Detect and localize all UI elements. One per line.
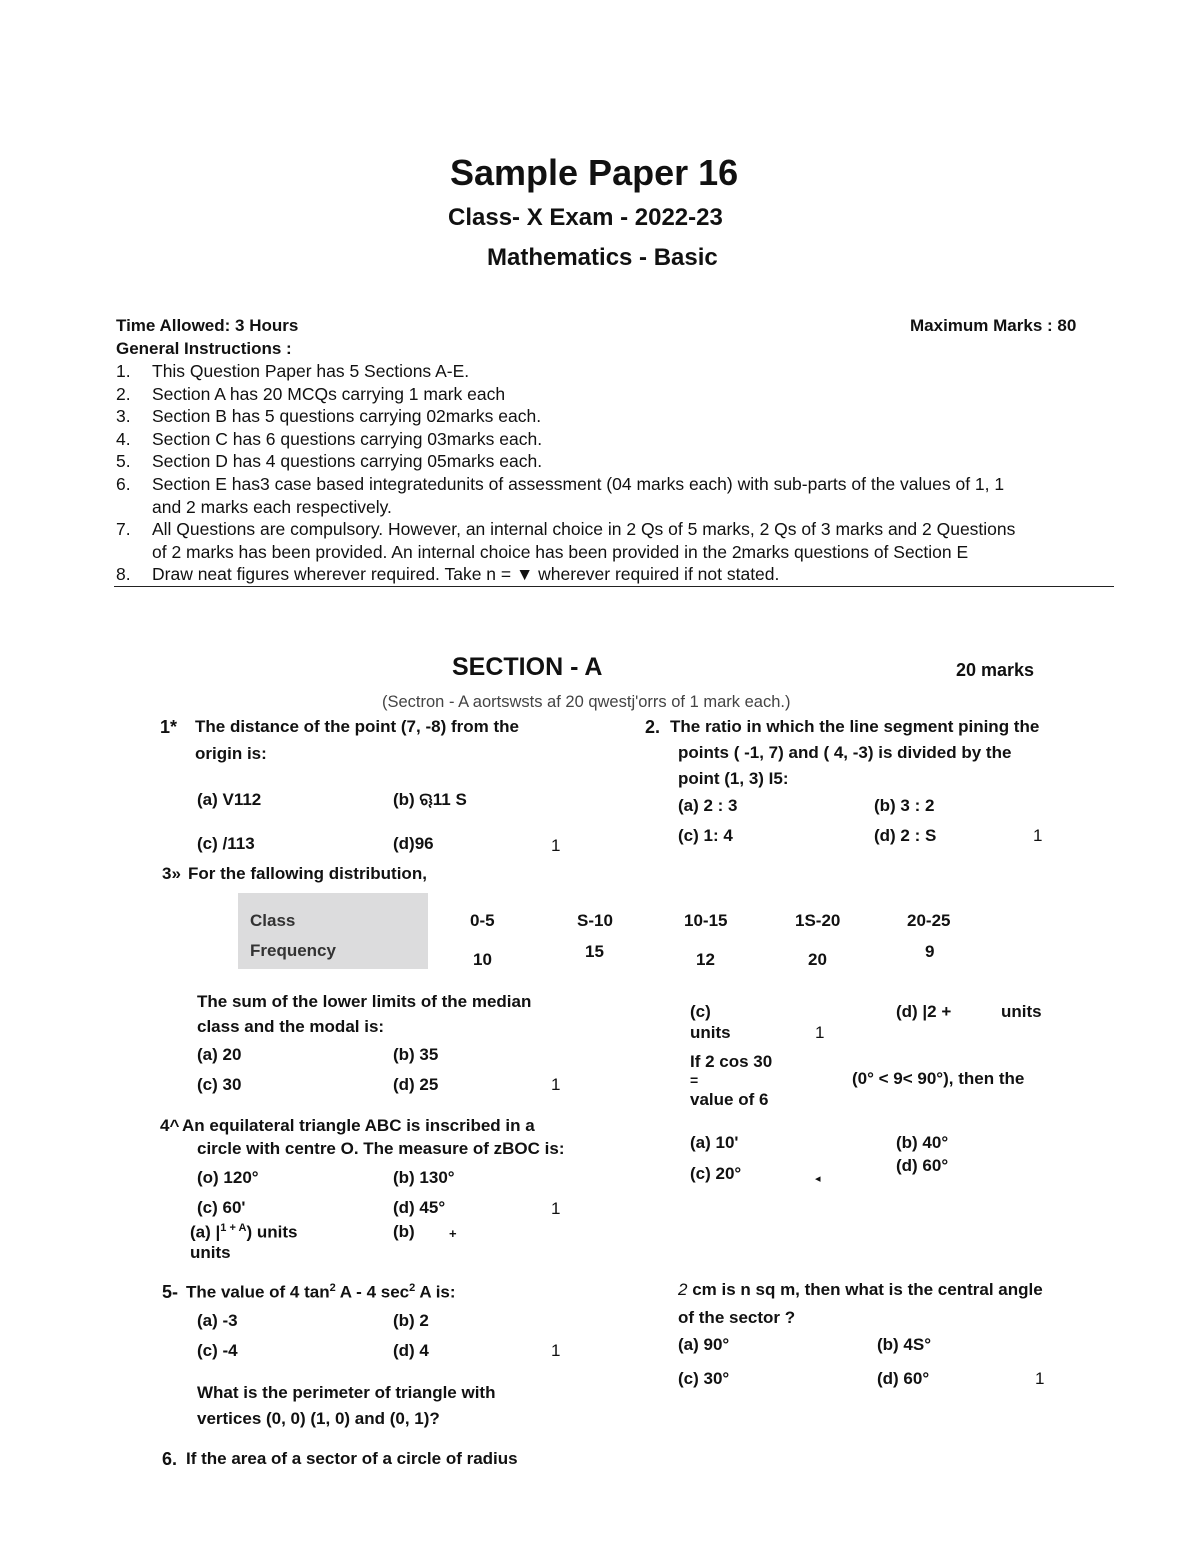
instruction-2: 2. Section A has 20 MCQs carrying 1 mark each bbox=[116, 384, 506, 404]
instruction-1: 1. This Question Paper has 5 Sections A-E. bbox=[116, 361, 470, 381]
section-note: (Sectron - A aortswsts af 20 qwestj'orrs of 1 mark each.) bbox=[382, 693, 791, 711]
perimeter-line1: What is the perimeter of triangle with bbox=[197, 1383, 496, 1402]
q5-mark: 1 bbox=[551, 1341, 561, 1360]
q4-line2: circle with centre O. The measure of zBOC is: bbox=[197, 1139, 565, 1158]
rm-option-c: (c) bbox=[690, 1002, 711, 1021]
rm-range: (0° < 9< 90°), then the bbox=[852, 1069, 1025, 1088]
q2-option-d: (d) 2 : S bbox=[874, 826, 937, 845]
instruction-3: 3. Section B has 5 questions carrying 02marks each. bbox=[116, 406, 542, 426]
rm-units-left: units bbox=[690, 1023, 731, 1042]
rm-option-d: (d) |2 + bbox=[896, 1002, 952, 1021]
q3-option-b: (b) 35 bbox=[393, 1045, 439, 1064]
table-class-cell: 0-5 bbox=[470, 911, 495, 930]
q1-line1: The distance of the point (7, -8) from the bbox=[195, 717, 519, 736]
q5-option-c: (c) -4 bbox=[197, 1341, 238, 1360]
q6-radius-line: 2 cm is n sq m, then what is the central angle bbox=[678, 1280, 1043, 1299]
table-class-cell: 20-25 bbox=[907, 911, 951, 930]
q5-option-d: (d) 4 bbox=[393, 1341, 429, 1360]
rm-option-b: (b) 40° bbox=[896, 1133, 949, 1152]
q4-line1: An equilateral triangle ABC is inscribed in a bbox=[182, 1116, 535, 1135]
class-line: Class- X Exam - 2022-23 bbox=[448, 204, 723, 231]
table-class-cell: S-10 bbox=[577, 911, 613, 930]
instruction-8: 8. Draw neat figures wherever required. Take n = ▼ wherever required if not stated. bbox=[116, 564, 780, 584]
q3-line2: class and the modal is: bbox=[197, 1017, 385, 1036]
page-title: Sample Paper 16 bbox=[450, 152, 739, 193]
rm-dot: ◂ bbox=[815, 1173, 821, 1185]
q6-option-a: (a) 90° bbox=[678, 1335, 730, 1354]
instruction-6-cont: and 2 marks each respectively. bbox=[152, 497, 392, 517]
instruction-7-cont: of 2 marks has been provided. An internal choice has been provided in the 2marks questions of Section E bbox=[152, 542, 969, 562]
q1-option-a: (a) V112 bbox=[197, 790, 262, 809]
q2-line2: points ( -1, 7) and ( 4, -3) is divided by the bbox=[678, 743, 1012, 762]
rm-value-line: value of 6 bbox=[690, 1090, 769, 1109]
q5-option-a: (a) -3 bbox=[197, 1311, 238, 1330]
q4-extra-b: (b) bbox=[393, 1222, 415, 1241]
table-frequency-cell: 10 bbox=[473, 950, 492, 969]
q2-option-c: (c) 1: 4 bbox=[678, 826, 733, 845]
rm-mark: 1 bbox=[815, 1023, 825, 1042]
section-marks: 20 marks bbox=[956, 660, 1035, 680]
q4-mark: 1 bbox=[551, 1199, 561, 1218]
q1-mark: 1 bbox=[551, 836, 561, 855]
rm-option-c2: (c) 20° bbox=[690, 1164, 742, 1183]
q4-option-a: (o) 120° bbox=[197, 1168, 259, 1187]
instruction-7: 7. All Questions are compulsory. However, an internal choice in 2 Qs of 5 marks, 2 Qs of 3 marks and 2 Questions bbox=[116, 519, 1016, 539]
q2-option-a: (a) 2 : 3 bbox=[678, 796, 738, 815]
instruction-5: 5. Section D has 4 questions carrying 05marks each. bbox=[116, 451, 543, 471]
q1-number: 1* bbox=[160, 717, 178, 737]
instruction-4: 4. Section C has 6 questions carrying 03marks each. bbox=[116, 429, 543, 449]
q3-option-c: (c) 30 bbox=[197, 1075, 242, 1094]
general-instructions-label: General Instructions : bbox=[116, 339, 292, 358]
rm-cos-line: If 2 cos 30 bbox=[690, 1052, 773, 1071]
q3-number: 3» bbox=[162, 864, 181, 883]
subject-line: Mathematics - Basic bbox=[487, 244, 718, 271]
q6-mark: 1 bbox=[1035, 1369, 1045, 1388]
rm-equals: = bbox=[690, 1072, 699, 1088]
table-label-class: Class bbox=[250, 911, 296, 930]
table-class-cell: 1S-20 bbox=[795, 911, 841, 930]
q5-number: 5- bbox=[162, 1282, 179, 1302]
q1-line2: origin is: bbox=[195, 744, 267, 763]
q2-line1: The ratio in which the line segment pining the bbox=[670, 717, 1040, 736]
q6-option-d: (d) 60° bbox=[877, 1369, 930, 1388]
section-title: SECTION - A bbox=[452, 653, 603, 681]
rm-option-a: (a) 10' bbox=[690, 1133, 739, 1152]
q5-text: The value of 4 $\tan^2 A - 4$ $\sec^2 A$ is: bbox=[186, 1282, 456, 1302]
perimeter-line2: vertices (0, 0) (1, 0) and (0, 1)? bbox=[197, 1409, 440, 1428]
q1-option-d: (d)96 bbox=[393, 834, 434, 853]
instruction-6: 6. Section E has3 case based integratedunits of assessment (04 marks each) with sub-parts of the values of 1, 1 bbox=[116, 474, 1005, 494]
maximum-marks: Maximum Marks : 80 bbox=[910, 316, 1077, 335]
q6-text: If the area of a sector of a circle of radius bbox=[186, 1449, 518, 1468]
q6-number: 6. bbox=[162, 1449, 178, 1469]
q4-option-c: (c) 60' bbox=[197, 1198, 246, 1217]
q3-intro: For the fallowing distribution, bbox=[188, 864, 427, 883]
rm-units-right: units bbox=[1001, 1002, 1042, 1021]
q3-line1: The sum of the lower limits of the median bbox=[197, 992, 532, 1011]
table-class-cell: 10-15 bbox=[684, 911, 728, 930]
q4-extra-plus: + bbox=[449, 1226, 457, 1241]
table-frequency-cell: 20 bbox=[808, 950, 827, 969]
q4-option-b: (b) 130° bbox=[393, 1168, 455, 1187]
q2-number: 2. bbox=[645, 717, 661, 737]
q2-line3: point (1, 3) I5: bbox=[678, 769, 789, 788]
q1-option-b: (b) ୠ11 S bbox=[393, 790, 467, 809]
table-frequency-cell: 9 bbox=[925, 942, 935, 961]
table-label-frequency: Frequency bbox=[250, 941, 336, 960]
q4-extra-a: (a) $|^{1 + A}$) units bbox=[190, 1222, 298, 1242]
table-frequency-cell: 12 bbox=[696, 950, 715, 969]
table-frequency-cell: 15 bbox=[585, 942, 604, 961]
time-allowed: Time Allowed: 3 Hours bbox=[116, 316, 299, 335]
rm-option-d2: (d) 60° bbox=[896, 1156, 949, 1175]
q6-option-b: (b) 4S° bbox=[877, 1335, 932, 1354]
q2-option-b: (b) 3 : 2 bbox=[874, 796, 935, 815]
q3-mark: 1 bbox=[551, 1075, 561, 1094]
q2-mark: 1 bbox=[1033, 826, 1043, 845]
q4-extra-units: units bbox=[190, 1243, 231, 1262]
q6-option-c: (c) 30° bbox=[678, 1369, 730, 1388]
q1-option-c: (c) /113 bbox=[197, 834, 255, 853]
q3-option-a: (a) 20 bbox=[197, 1045, 242, 1064]
q3-option-d: (d) 25 bbox=[393, 1075, 439, 1094]
q4-number: 4^ bbox=[160, 1116, 180, 1135]
q5-option-b: (b) 2 bbox=[393, 1311, 429, 1330]
q6-line2: of the sector ? bbox=[678, 1308, 796, 1327]
instructions-divider bbox=[114, 586, 1114, 587]
q4-option-d: (d) 45° bbox=[393, 1198, 446, 1217]
